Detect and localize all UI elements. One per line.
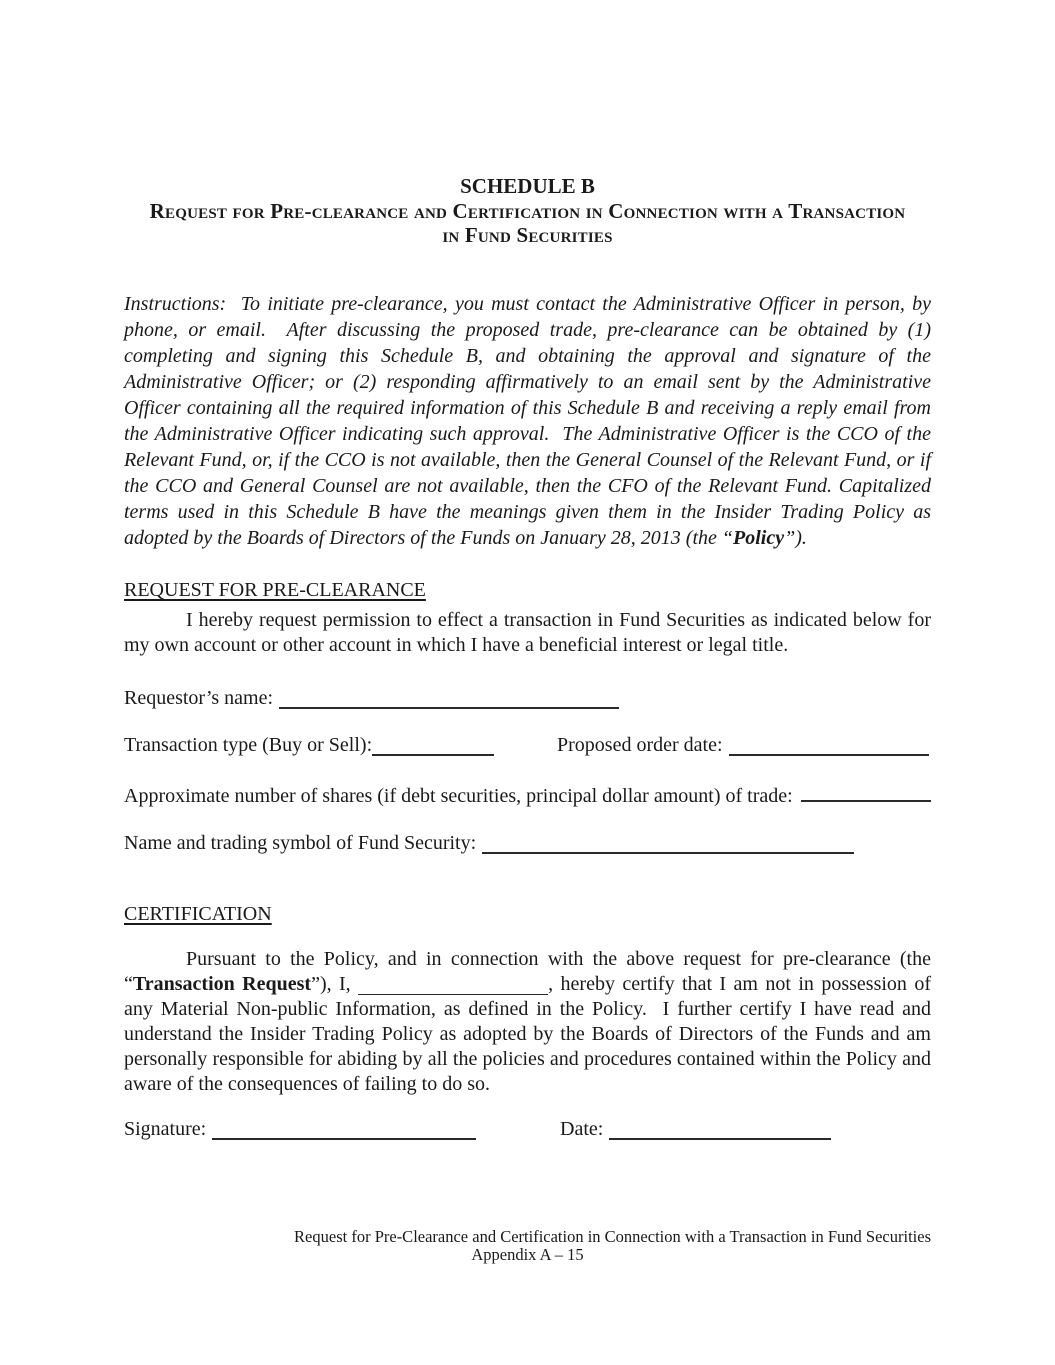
preclearance-section-heading	[124, 578, 931, 603]
doc-subtitle-line1: Request for Pre-clearance and Certification in Connection with a Transaction	[149, 199, 906, 223]
instructions-paragraph	[124, 291, 931, 551]
transaction-type-label: Transaction type (Buy or Sell):	[124, 734, 373, 756]
certification-text-1: Pursuant to the Policy, and in connection with the above request for pre-clearance (the “	[124, 948, 931, 995]
fund-security-label: Name and trading symbol of Fund Security:	[124, 832, 477, 854]
shares-row	[124, 780, 931, 809]
shares-label: Approximate number of shares (if debt securities, principal dollar amount) of trade:	[124, 785, 793, 807]
date-group	[560, 1117, 831, 1142]
instructions-text: Instructions: To initiate pre-clearance, you must contact the Administrative Officer in person, by phone, or email. After discussing the proposed trade, pre-clearance can be obtained by (1) completing and signing this Schedule B, and obtaining the approval and signature of the Administrative Officer; or (2) responding affirmatively to an email sent by the Administrative Officer containing all the required information of this Schedule B and receiving a reply email from the Administrative Officer indicating such approval. The Administrative Officer is the CCO of the Relevant Fund, or, if the CCO is not available, then the General Counsel of the Relevant Fund, or if the CCO and General Counsel are not available, then the CFO of the Relevant Fund. Capitalized terms used in this Schedule B have the meanings given them in the Insider Trading Policy as adopted by the Boards of Directors of the Funds on January 28, 2013 (the “	[124, 293, 931, 549]
signature-label: Signature:	[124, 1118, 207, 1140]
preclearance-body: I hereby request permission to effect a transaction in Fund Securities as indicated below for my own account or other account in which I have a beneficial interest or legal title.	[124, 609, 931, 656]
requestor-name-label: Requestor’s name:	[124, 687, 274, 709]
transaction-request-term: Transaction Request	[132, 973, 312, 995]
doc-subtitle-line2: in Fund Securities	[442, 223, 613, 247]
footer-title: Request for Pre-Clearance and Certification in Connection with a Transaction in Fund Securities	[294, 1227, 931, 1246]
signature-row	[124, 1117, 931, 1142]
proposed-order-date-label: Proposed order date:	[557, 734, 723, 756]
page-footer	[124, 1228, 931, 1264]
footer-page-number: Appendix A – 15	[471, 1245, 584, 1264]
transaction-type-row	[124, 733, 931, 758]
date-blank	[609, 1118, 831, 1140]
fund-security-blank	[482, 832, 854, 854]
policy-term-bold: Policy	[733, 527, 785, 549]
requestor-name-blank	[279, 687, 619, 709]
transaction-type-blank	[372, 734, 494, 756]
proposed-order-date-blank	[729, 734, 929, 756]
certification-text-2: ”), I,	[311, 973, 359, 995]
proposed-order-date-group	[557, 733, 929, 758]
requestor-name-row	[124, 686, 931, 711]
certification-heading: CERTIFICATION	[124, 903, 272, 925]
certification-section-heading	[124, 902, 931, 927]
certification-text-3: , hereby certify that I am not in possession of any Material Non-public Information, as defined in the Policy. I further certify I have read and understand the Insider Trading Policy as adopted by the Boards of Directors of the Funds and am personally responsible for abiding by all the policies and procedures contained within the Policy and aware of the consequences of failing to do so.	[124, 973, 931, 1095]
doc-title: SCHEDULE B	[460, 174, 595, 198]
date-label: Date:	[560, 1118, 604, 1140]
fund-security-row	[124, 831, 931, 856]
shares-blank	[801, 780, 931, 802]
instructions-text-end: ”).	[784, 527, 807, 549]
certification-name-blank	[358, 976, 548, 995]
certification-paragraph	[124, 947, 931, 1097]
document-heading	[124, 174, 931, 247]
signature-blank	[212, 1118, 476, 1140]
preclearance-heading: REQUEST FOR PRE-CLEARANCE	[124, 579, 426, 601]
